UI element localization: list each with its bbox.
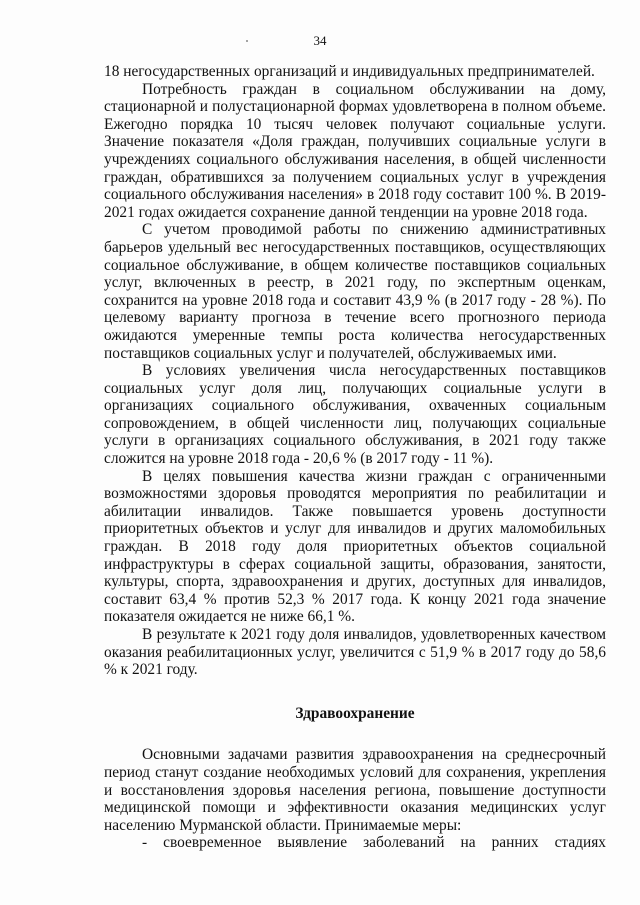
paragraph-continuation: 18 негосударственных организаций и индивидуальных предпринимателей. [104,63,595,80]
paragraph-healthcare-goals: Основными задачами развития здравоохранения на среднесрочный период станут создание необходимых условий для сохранения, укрепления и восстановления здоровья населения региона, повышение доступности медицинской помощи и эффективности оказания медицинских услуг населению Мурманской области. Принимаемые меры: [104,746,606,834]
list-item-early-detection: - своевременное выявление заболеваний на ранних стадиях [142,834,606,852]
paragraph-disability-accessibility: В целях повышения качества жизни граждан с ограниченными возможностями здоровья проводятся мероприятия по реабилитации и абилитации инвалидов. Также повышается уровень доступности приоритетных объектов и услуг для инвалидов и других маломобильных граждан. В 2018 году доля приоритетных объектов социальной инфраструктуры в сферах социальной защиты, образования, занятости, культуры, спорта, здравоохранения и других, доступных для инвалидов, составит 63,4 % против 52,3 % 2017 года. К концу 2021 года значение показателя ожидается не ниже 66,1 %. [104,467,606,626]
section-title-healthcare: Здравоохранение [295,704,415,722]
document-body [104,63,606,852]
paragraph-nongovernment-providers: С учетом проводимой работы по снижению административных барьеров удельный вес негосударственных поставщиков, осуществляющих социальное обслуживание, в общем количестве поставщиков социальных услуг, включенных в реестр, в 2021 году, по экспертным оценкам, сохранится на уровне 2018 года и составит 43,9 % (в 2017 году - 28 %). По целевому варианту прогноза в течение всего прогнозного периода ожидаются умеренные темпы роста количества негосударственных поставщиков социальных услуг и получателей, обслуживаемых ими. [104,221,606,362]
paragraph-social-services-demand: Потребность граждан в социальном обслуживании на дому, стационарной и полустационарной формах удовлетворена в полном объеме. Ежегодно порядка 10 тысяч человек получают социальные услуги. Значение показателя «Доля граждан, получивших социальные услуги в учреждениях социального обслуживания населения, в общей численности граждан, обратившихся за получением социальных услуг в учреждения социального обслуживания населения» в 2018 году составит 100 %. В 2019-2021 годах ожидается сохранение данной тенденции на уровне 2018 года. [104,80,606,221]
paragraph-rehabilitation-results: В результате к 2021 году доля инвалидов, удовлетворенных качеством оказания реабилитационных услуг, увеличится с 51,9 % в 2017 году до 58,6 % к 2021 году. [104,626,606,679]
paragraph-social-support: В условиях увеличения числа негосударственных поставщиков социальных услуг доля лиц, получающих социальные услуги в организациях социального обслуживания, охваченных социальным сопровождением, в общей численности лиц, получающих социальные услуги в организациях социального обслуживания, в 2021 году также сложится на уровне 2018 года - 20,6 % (в 2017 году - 11 %). [104,362,606,468]
page-number: 34 [313,33,327,48]
